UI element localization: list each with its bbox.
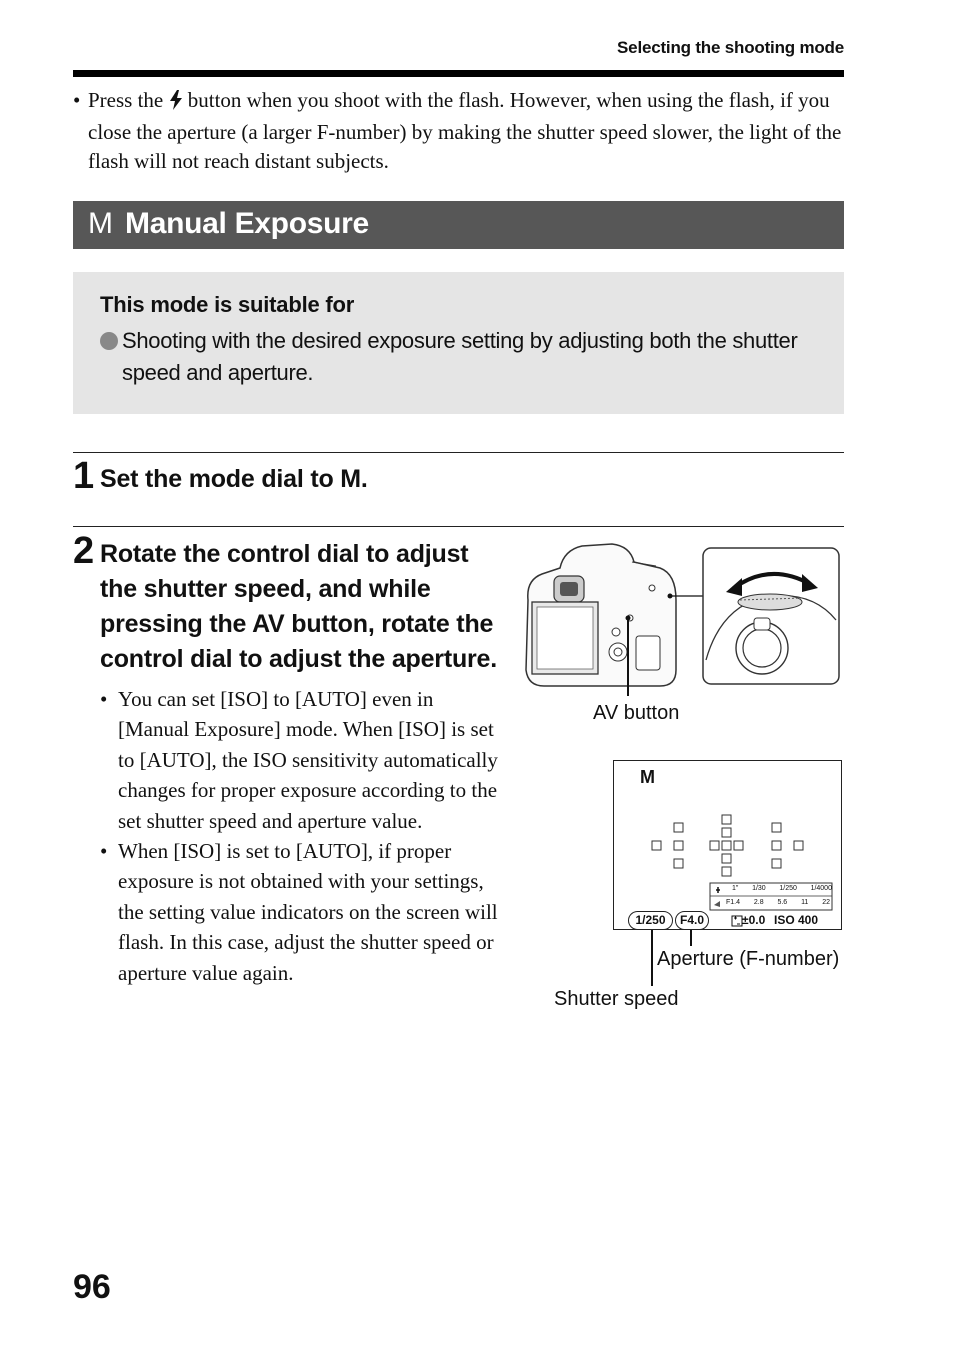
suitable-for-box bbox=[73, 272, 844, 414]
scale-tick-label: 1" bbox=[732, 885, 739, 892]
step-divider bbox=[73, 452, 844, 453]
intro-text-before: Press the bbox=[88, 88, 164, 112]
note-item bbox=[100, 836, 500, 988]
step-2-title-line: the shutter speed, and while bbox=[100, 575, 431, 603]
suitable-item: Shooting with the desired exposure setting by adjusting both the shutter speed and aperture. bbox=[122, 328, 798, 385]
scale-tick-label: 1/4000 bbox=[810, 885, 832, 892]
shutter-scale bbox=[732, 885, 832, 892]
scale-tick-label: 1/250 bbox=[779, 885, 797, 892]
mode-m-icon: M bbox=[88, 207, 113, 240]
bullet-mark: • bbox=[100, 687, 108, 711]
av-button-label: AV button bbox=[593, 702, 680, 724]
section-title-bar bbox=[73, 201, 844, 249]
scale-tick-label: 11 bbox=[801, 899, 809, 906]
bullet-mark: • bbox=[73, 88, 81, 112]
note-text: When [ISO] is set to [AUTO], if proper exposure is not obtained with your settings, the setting value indicators on the screen will flash. In this case, adjust the shutter speed or aperture value again. bbox=[118, 839, 498, 985]
scale-tick-label: 5.6 bbox=[777, 899, 788, 906]
camera-illustration bbox=[520, 540, 850, 700]
scale-tick-label: F1.4 bbox=[726, 899, 741, 906]
scale-tick-label: 22 bbox=[822, 899, 830, 906]
bullet-mark: • bbox=[100, 839, 108, 864]
running-header: Selecting the shooting mode bbox=[617, 38, 844, 57]
section-title: Manual Exposure bbox=[125, 207, 369, 240]
page-number: 96 bbox=[73, 1268, 111, 1306]
shutter-speed-value: 1/250 bbox=[628, 911, 673, 930]
aperture-leader-line bbox=[690, 930, 692, 946]
mode-indicator: M bbox=[640, 767, 655, 787]
iso-value: ISO 400 bbox=[774, 913, 819, 927]
scale-tick-label: 2.8 bbox=[753, 899, 764, 906]
step-divider bbox=[73, 526, 844, 527]
aperture-scale bbox=[726, 899, 830, 906]
aperture-value: F4.0 bbox=[675, 911, 709, 930]
step-2-title bbox=[100, 537, 520, 677]
step-1-text: Set the mode dial to M. bbox=[100, 465, 368, 493]
aperture-label: Aperture (F-number) bbox=[657, 948, 840, 970]
step-2-title-line: Rotate the control dial to adjust bbox=[100, 540, 469, 568]
shutter-speed-label: Shutter speed bbox=[554, 988, 679, 1010]
note-text: You can set [ISO] to [AUTO] even in [Manual Exposure] mode. When [ISO] is set to [AUTO], the ISO sensitivity automatically changes for proper exposure according to the set shutter speed and aperture value. bbox=[118, 687, 498, 833]
camera-screen bbox=[613, 760, 842, 930]
bullet-dot-icon bbox=[100, 332, 118, 350]
step-2-number: 2 bbox=[73, 530, 95, 572]
flash-icon bbox=[169, 89, 183, 118]
step-2-title-line: control dial to adjust the aperture. bbox=[100, 645, 498, 673]
header-rule bbox=[73, 70, 844, 77]
intro-text-after: button when you shoot with the flash. However, when using the flash, if you close the aperture (a larger F-number) by making the shutter speed slower, the light of the flash will not reach distant subjects. bbox=[88, 88, 842, 173]
step-2-title-line: pressing the AV button, rotate the bbox=[100, 610, 494, 638]
step-1-number: 1 bbox=[73, 455, 95, 497]
intro-note bbox=[73, 86, 844, 176]
note-item bbox=[100, 684, 500, 836]
shutter-leader-line bbox=[651, 930, 653, 986]
suitable-heading: This mode is suitable for bbox=[100, 292, 355, 317]
step-2-notes bbox=[100, 684, 500, 988]
av-leader-line bbox=[627, 618, 629, 696]
exposure-comp-value: ±0.0 bbox=[742, 913, 766, 927]
scale-tick-label: 1/30 bbox=[752, 885, 766, 892]
